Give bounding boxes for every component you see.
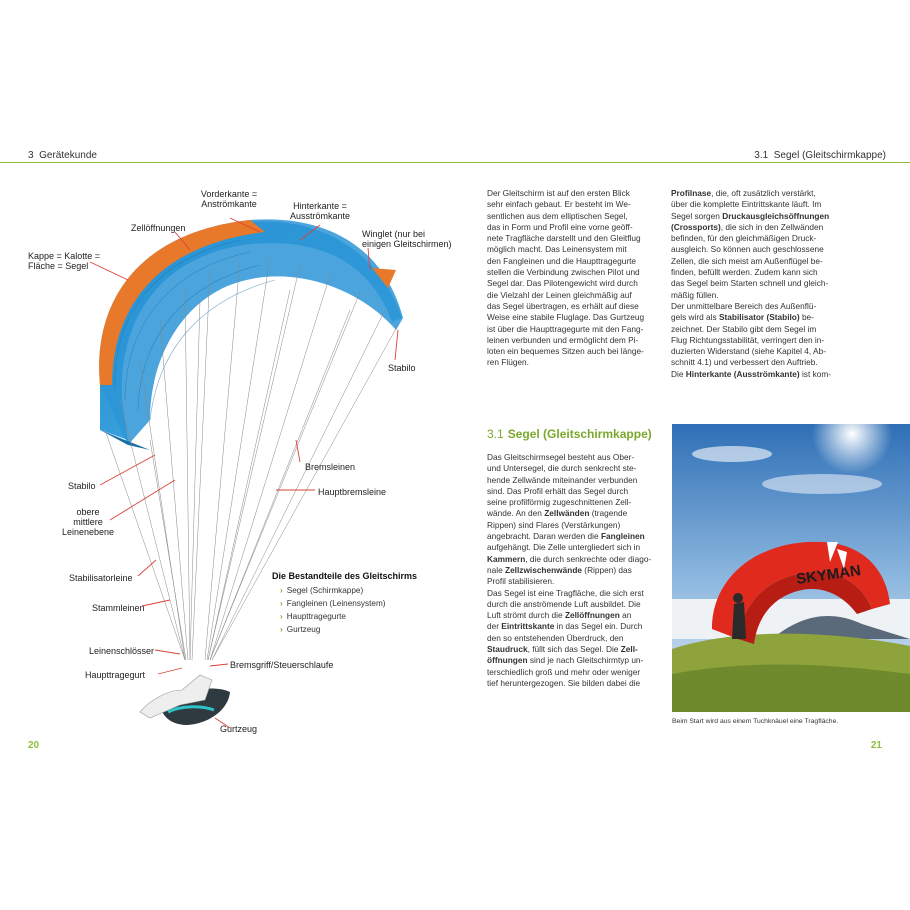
text-line: das in Form und Profil eine vorne geöff- [487, 221, 633, 232]
label-bremsgriff: Bremsgriff/Steuerschlaufe [230, 660, 334, 670]
text-line: Profilnase, die, oft zusätzlich verstärkt, [671, 188, 816, 198]
text-line: durch die anströmende Luft ausbildet. Die [487, 598, 641, 609]
label-gurtzeug: Gurtzeug [220, 724, 258, 734]
running-header-right [754, 150, 886, 161]
label-bremsleinen: Bremsleinen [305, 462, 356, 472]
text-line: den so entstehenden Überdruck, den [487, 632, 624, 643]
label-vorderkante-line2: Anströmkante [201, 199, 257, 209]
chevron-right-icon: › [280, 599, 283, 608]
label-stabilisatorleine: Stabilisatorleine [69, 573, 133, 583]
text-line: möglich macht. Das Leinensystem mit [487, 244, 627, 255]
text-line: loten ein bequemes Sitzen auch bei länge- [487, 346, 644, 357]
text-line: nale Zellzwischenwände (Rippen) das [487, 564, 632, 575]
text-line: zeichnet. Der Stabilo gibt dem Segel im [671, 323, 817, 334]
label-hinterkante-line1: Hinterkante = [293, 201, 347, 211]
parts-box-item [280, 586, 363, 595]
chapter-title: Gerätekunde [39, 150, 97, 161]
label-kappe [28, 251, 100, 271]
label-leinenebene-line1: obere [76, 507, 100, 517]
label-vorderkante-line1: Vorderkante = [200, 189, 258, 199]
text-line: schnitt 4.1) und verbessert den Auftrieb. [671, 357, 818, 368]
parts-box-item [280, 625, 320, 634]
text-line: hende Zellwände miteinander verbunden [487, 474, 638, 485]
label-hinterkante-line2: Ausströmkante [289, 211, 351, 221]
section-title-header: Segel (Gleitschirmkappe) [773, 150, 886, 161]
text-line: Die Hinterkante (Ausströmkante) ist kom- [671, 368, 832, 379]
text-line: Segel sorgen Druckausgleichsöffnungen [671, 210, 830, 221]
label-leinenebene [48, 507, 128, 537]
text-line: Zellen, die sich meist am Außenflügel be- [671, 255, 823, 266]
section-number: 3.1 [754, 150, 769, 161]
label-stabilo-right: Stabilo [388, 363, 416, 373]
text-line: Segel dar. Das Pilotengewicht wird durch [487, 278, 638, 289]
parts-box-item [280, 612, 346, 621]
text-line: ren Flügen. [487, 357, 529, 368]
text-line: Profil stabilisieren. [487, 576, 555, 587]
parts-box-item-label: Gurtzeug [286, 625, 321, 634]
label-hauptbremsleine: Hauptbremsleine [318, 487, 387, 497]
text-line: Der Gleitschirm ist auf den ersten Blick [487, 188, 630, 198]
text-line: die Vielzahl der Leinen gleichmäßig auf [487, 289, 632, 300]
text-line: öffnungen sind je nach Gleitschirmtyp un- [487, 655, 644, 666]
wing-canopy [99, 219, 403, 445]
text-line: und Untersegel, die durch senkrecht ste- [487, 463, 637, 474]
parts-box-item [280, 599, 386, 608]
section-heading [487, 427, 652, 441]
label-zelloeffnungen: Zellöffnungen [131, 223, 186, 233]
text-line: sehr einfach gebaut. Er besteht im We- [487, 199, 631, 210]
parts-box-item-label: Haupttragegurte [286, 612, 346, 621]
page-number-right: 21 [870, 740, 882, 751]
label-winglet-line1: Winglet (nur bei [362, 229, 426, 239]
header-rule [0, 162, 910, 163]
text-line: ist über die Haupttragegurte mit den Fang- [487, 323, 644, 334]
text-line: sentlichen aus dem elliptischen Segel, [487, 210, 628, 221]
text-line: über die komplette Eintrittskante läuft. Im [671, 199, 822, 210]
text-line: (Crossports), die sich in den Zellwänden [671, 221, 824, 232]
text-line: den Fangleinen und die Haupttragegurte [487, 255, 636, 266]
text-line: Kammern, die durch senkrechte oder diago- [487, 553, 652, 564]
col1-section-text [487, 452, 659, 689]
text-line: duzierten Widerstand (siehe Kapitel 4, Ab- [671, 346, 826, 357]
label-leinenebene-line2: mittlere [73, 517, 103, 527]
label-vorderkante [196, 189, 262, 209]
text-line: mäßig füllen. [671, 289, 719, 300]
text-line: leinen verbunden und ermöglicht dem Pi- [487, 334, 639, 345]
chevron-right-icon: › [280, 586, 283, 595]
text-line: sind. Das Profil erhält das Segel durch [487, 485, 629, 496]
parts-box-item-label: Segel (Schirmkappe) [286, 586, 364, 595]
text-line: seine profilförmig zugeschnittenen Zell- [487, 497, 632, 508]
label-stammleinen: Stammleinen [92, 603, 145, 613]
parts-box-item-label: Fangleinen (Leinensystem) [286, 599, 386, 608]
text-line: tief heruntergezogen. Sie bilden dabei die [487, 677, 641, 688]
label-winglet [362, 229, 452, 249]
text-line: Flug Richtungsstabilität, verringert den in- [671, 334, 825, 345]
label-haupttragegurt: Haupttragegurt [85, 670, 146, 680]
text-line: aufgehängt. Die Zelle untergliedert sich in [487, 542, 641, 553]
wing-brand-text: SKYMAN [795, 562, 862, 588]
text-line: gels wird als Stabilisator (Stabilo) be- [671, 312, 814, 323]
col2-text [671, 188, 883, 380]
text-line: stellen die Verbindung zwischen Pilot und [487, 267, 640, 278]
text-line: das Segel übertragen, es erhält auf diese [487, 300, 639, 311]
photo-caption: Beim Start wird aus einem Tuchknäuel eine Tragfläche. [672, 718, 839, 725]
label-winglet-line2: einigen Gleitschirmen) [362, 239, 452, 249]
text-line: befinden, für den gleichmäßigen Druck- [671, 233, 817, 244]
label-stabilo-left: Stabilo [68, 481, 96, 491]
text-line: Weise eine stabile Fluglage. Das Gurtzeug [487, 312, 645, 323]
text-line: Luft strömt durch die Zellöffnungen an [487, 610, 632, 621]
text-line: Der unmittelbare Bereich des Außenflü- [671, 300, 817, 311]
text-line: terschiedlich groß und mehr oder weniger [487, 666, 641, 677]
text-line: ausgleich. So können auch geschlossene [671, 244, 824, 255]
label-leinenebene-line3: Leinenebene [61, 527, 115, 537]
text-line: das Segel beim Starten schnell und gleich- [671, 278, 829, 289]
label-hinterkante [286, 201, 354, 221]
parts-box-title: Die Bestandteile des Gleitschirms [272, 571, 418, 581]
label-kappe-line1: Kappe = Kalotte = [28, 251, 101, 261]
running-header-left [28, 150, 97, 161]
text-line: Das Segel ist eine Tragfläche, die sich erst [487, 587, 644, 598]
text-line: finden, befüllt werden. Zudem kann sich [671, 267, 818, 278]
label-kappe-line2: Fläche = Segel [28, 261, 89, 271]
text-line: Rippen) sind Flares (Verstärkungen) [487, 519, 621, 530]
text-line: Staudruck, füllt sich das Segel. Die Zell- [487, 644, 638, 655]
text-line: wände. An den Zellwänden (tragende [487, 508, 628, 519]
chapter-number: 3 [28, 150, 34, 161]
text-line: angebracht. Daran werden die Fangleinen [487, 531, 645, 542]
section-heading-number: 3.1 [487, 427, 504, 441]
launch-photo [672, 424, 910, 712]
chevron-right-icon: › [280, 625, 283, 634]
text-line: Das Gleitschirmsegel besteht aus Ober- [487, 452, 635, 462]
section-heading-title: Segel (Gleitschirmkappe) [507, 427, 652, 441]
label-leinenschloesser: Leinenschlösser [89, 646, 155, 656]
text-line: nete Tragfläche darstellt und den Gleitflug [487, 233, 641, 244]
col1-intro-text [487, 188, 659, 369]
chevron-right-icon: › [280, 612, 283, 621]
page-number-left: 20 [28, 740, 40, 751]
pilot-silhouette [732, 602, 746, 639]
text-line: der Eintrittskante in das Segel ein. Durch [487, 621, 643, 632]
